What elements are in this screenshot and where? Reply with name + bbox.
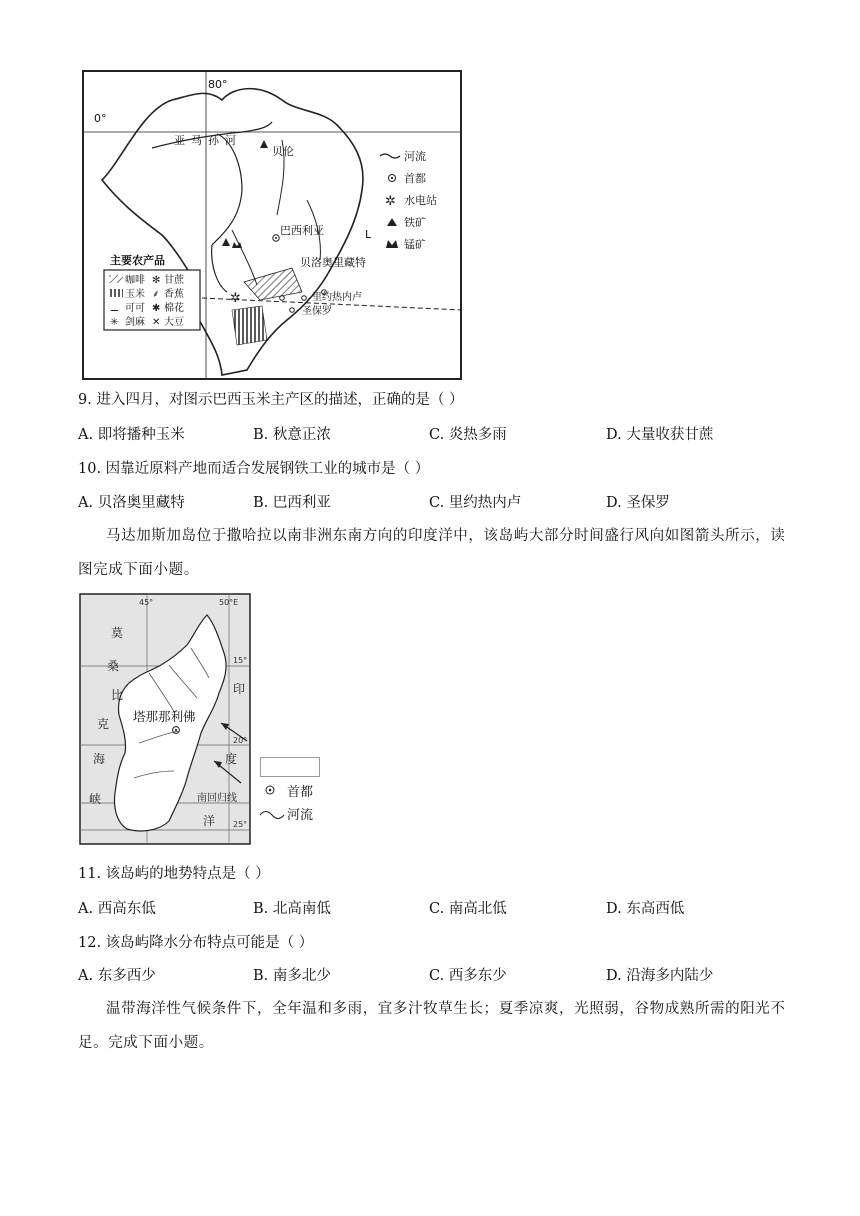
q9-option-c[interactable]: C. 炎热多雨 [429, 427, 507, 443]
svg-text:铁矿: 铁矿 [404, 216, 426, 229]
climate-intro: 温带海洋性气候条件下，全年温和多雨，宜多汁牧草生长；夏季凉爽，光照弱，谷物成熟所需的阳光不足。完成下面小题。 [78, 1001, 786, 1051]
cotton-icon: ✱ [152, 303, 161, 314]
svg-text:玉米: 玉米 [125, 289, 145, 300]
svg-text:80°: 80° [208, 78, 228, 91]
svg-text:可可: 可可 [125, 303, 145, 314]
q9-option-d[interactable]: D. 大量收获甘蔗 [606, 427, 714, 443]
svg-text:峡: 峡 [89, 792, 102, 806]
svg-text:45°: 45° [139, 598, 154, 607]
soybean-icon: ✕ [152, 317, 161, 328]
svg-text:甘蔗: 甘蔗 [164, 275, 184, 286]
svg-text:印: 印 [233, 682, 246, 696]
svg-text:莫: 莫 [111, 626, 124, 640]
svg-text:贝伦: 贝伦 [272, 145, 294, 158]
question-12-stem: 12. 该岛屿降水分布特点可能是（ ） [78, 935, 314, 951]
svg-text:剑麻: 剑麻 [125, 317, 145, 328]
madagascar-map [79, 593, 251, 845]
svg-text:巴西利亚: 巴西利亚 [280, 224, 324, 237]
svg-text:香蕉: 香蕉 [164, 289, 184, 300]
q10-option-b[interactable]: B. 巴西利亚 [253, 495, 331, 511]
q12-option-c[interactable]: C. 西多东少 [429, 968, 507, 984]
q11-option-b[interactable]: B. 北高南低 [253, 901, 331, 917]
q11-option-a[interactable]: A. 西高东低 [78, 901, 156, 917]
hydropower-icon: ✲ [230, 291, 241, 306]
corn-icon [109, 289, 123, 297]
q12-option-d[interactable]: D. 沿海多内陆少 [606, 968, 714, 984]
hydropower-icon: ✲ [385, 194, 396, 209]
svg-text:50°E: 50°E [219, 598, 239, 607]
svg-text:25°: 25° [233, 820, 248, 829]
sisal-icon: ✳ [110, 317, 119, 328]
svg-text:主要农产品: 主要农产品 [110, 254, 165, 267]
question-9-stem: 9. 进入四月，对图示巴西玉米主产区的描述，正确的是（ ） [78, 392, 464, 408]
sugarcane-icon: ✻ [152, 275, 161, 286]
q9-option-a[interactable]: A. 即将播种玉米 [78, 427, 185, 443]
q11-option-d[interactable]: D. 东高西低 [606, 901, 685, 917]
svg-text:度: 度 [225, 752, 238, 766]
river-icon [258, 806, 286, 820]
svg-text:圣保罗: 圣保罗 [302, 306, 332, 317]
svg-text:15°: 15° [233, 656, 248, 665]
question-11-stem: 11. 该岛屿的地势特点是（ ） [78, 866, 270, 882]
capital-icon [262, 783, 278, 797]
svg-text:克: 克 [97, 717, 110, 731]
cocoa-icon: ⚊ [110, 303, 119, 314]
banana-icon: ⸙ [152, 289, 160, 300]
svg-text:锰矿: 锰矿 [404, 238, 426, 251]
q9-option-b[interactable]: B. 秋意正浓 [253, 427, 331, 443]
svg-text:塔那那利佛: 塔那那利佛 [133, 709, 196, 724]
svg-text:L: L [365, 228, 372, 241]
q10-option-d[interactable]: D. 圣保罗 [606, 495, 670, 511]
svg-text:河流: 河流 [404, 150, 426, 163]
q12-option-b[interactable]: B. 南多北少 [253, 968, 331, 984]
coffee-icon [109, 275, 123, 283]
svg-text:大豆: 大豆 [164, 317, 184, 328]
svg-text:20°: 20° [233, 736, 248, 745]
svg-text:棉花: 棉花 [164, 303, 184, 314]
svg-text:亚马孙河: 亚马孙河 [174, 134, 242, 147]
svg-text:贝洛奥里藏特: 贝洛奥里藏特 [300, 256, 366, 269]
q11-option-c[interactable]: C. 南高北低 [429, 901, 507, 917]
q10-option-a[interactable]: A. 贝洛奥里藏特 [78, 495, 185, 511]
brazil-map [82, 70, 464, 382]
svg-text:里约热内卢: 里约热内卢 [312, 292, 362, 303]
svg-text:首都: 首都 [404, 172, 426, 185]
svg-text:桑: 桑 [107, 659, 120, 673]
svg-text:南回归线: 南回归线 [197, 793, 237, 804]
legend-river-label: 河流 [287, 808, 314, 823]
svg-text:比: 比 [111, 688, 124, 702]
q10-option-c[interactable]: C. 里约热内卢 [429, 495, 522, 511]
question-10-stem: 10. 因靠近原料产地而适合发展钢铁工业的城市是（ ） [78, 461, 430, 477]
svg-text:0°: 0° [94, 112, 107, 125]
svg-text:咖啡: 咖啡 [125, 275, 145, 286]
madagascar-legend-box [260, 757, 320, 777]
svg-text:洋: 洋 [203, 814, 216, 828]
legend-capital-label: 首都 [287, 785, 314, 800]
madagascar-intro: 马达加斯加岛位于撒哈拉以南非洲东南方向的印度洋中，该岛屿大部分时间盛行风向如图箭头所示，读图完成下面小题。 [78, 528, 786, 578]
q12-option-a[interactable]: A. 东多西少 [78, 968, 156, 984]
svg-text:海: 海 [93, 752, 106, 766]
svg-text:水电站: 水电站 [404, 194, 437, 207]
